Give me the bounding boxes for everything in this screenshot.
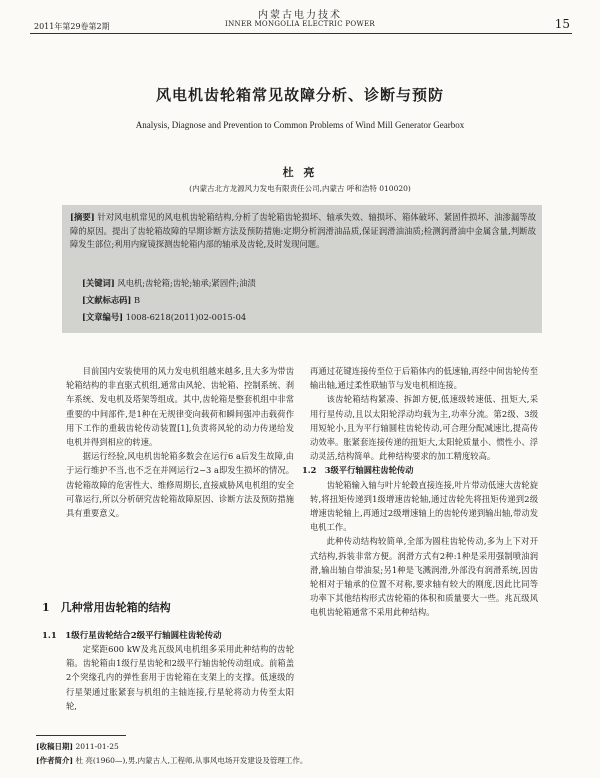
journal-title-cn: 内蒙古电力技术 [258, 10, 342, 21]
articleno-label: [文章编号] [82, 312, 124, 322]
author-affiliation: (内蒙古北方龙源风力发电有限责任公司,内蒙古 呼和浩特 010020) [189, 184, 411, 193]
doccode-line [82, 294, 140, 306]
doccode: B [133, 295, 141, 305]
header-rule [30, 33, 572, 34]
author-name: 杜 亮 [282, 166, 318, 179]
paragraph: 定桨距600 kW及兆瓦级风电机组多采用此种结构的齿轮箱。齿轮箱由1级行星齿轮和2级平行轴齿轮传动组成。前箱盖2个突缘孔内的弹性套用于齿轮箱在支架上的支撑。低速级的行星架通过胀紧套与机组的主轴连接,行星轮将动力传至太阳轮, [66, 644, 294, 711]
paragraph: 该齿轮箱结构紧凑、拆卸方便,低速级转速低、扭矩大,采用行星传动,且以太阳轮浮动均载为主,功率分流。第2级、3级用短轮小,且为平行轴圆柱齿轮传动,可合理分配减速比,提高传动效率。胀紧套连接传递的扭矩大,太阳轮质量小、惯性小、浮动灵活,结构简单。此种结构要求的加工精度较高。 [310, 394, 538, 462]
paragraph: 此种传动结构较简单,全部为圆柱齿轮传动,多为上下对开式结构,拆装非常方便。润滑方式有2种:1种是采用强制喷油润滑,输出轴自带油泵;另1种是飞溅润滑,外部没有润滑系统,因齿轮相对于轴承的位置不对称,要求轴有较大的刚度,因此比同等功率下其他结构形式齿轮箱的体积和质量要大一些。兆瓦级风电机齿轮箱通常不采用此种结构。 [310, 536, 538, 618]
received-label: [收稿日期] [36, 742, 74, 751]
keywords-label: [关键词] [82, 278, 115, 288]
abstract [70, 211, 536, 252]
body-right-column [302, 364, 538, 620]
author-bio-text: 杜 亮(1960—),男,内蒙古人,工程师,从事风电场开发建设及管理工作。 [75, 756, 308, 765]
issue-info: 2011年第29卷第2期 [34, 22, 110, 31]
body-left-column [66, 364, 294, 520]
abstract-label: [摘要] [70, 212, 95, 222]
journal-title-en: INNER MONGOLIA ELECTRIC POWER [225, 20, 375, 28]
paragraph: 再通过花键连接传至位于后箱体内的低速轴,再经中间齿轮传至输出轴,通过柔性联轴节与发电机相连接。 [310, 366, 538, 391]
received-date [36, 741, 119, 752]
received-value: 2011-01-25 [75, 742, 119, 751]
body-left-column-bottom [66, 642, 294, 713]
section-heading: 1 几种常用齿轮箱的结构 [42, 601, 171, 614]
author-bio [36, 755, 307, 766]
paragraph: 齿轮箱输入轴与叶片轮毂直接连接,叶片带动低速大齿轮旋转,将扭矩传递到1级增速齿轮轴,通过齿轮先将扭矩传递到2级增速齿轮轴上,再通过2级增速轴上的齿轮传递到输出轴,带动发电机工作。 [310, 479, 538, 533]
articleno: 1008-6218(2011)02-0015-04 [125, 312, 247, 322]
keywords: 风电机;齿轮箱;齿轮;轴承;紧固件;油渍 [117, 278, 256, 288]
page-number: 15 [554, 17, 570, 31]
article-title-en: Analysis, Diagnose and Prevention to Common Problems of Wind Mill Generator Gearbox [135, 120, 465, 130]
subsection-heading: 1.1 1级行星齿轮结合2级平行轴圆柱齿轮传动 [42, 631, 222, 641]
footnote-rule [36, 735, 126, 736]
doccode-label: [文献标志码] [82, 295, 132, 305]
abstract-text: 针对风电机常见的风电机齿轮箱结构,分析了齿轮箱齿轮损坏、轴承失效、轴损坏、箱体破坏、紧固件损坏、油渗漏等故障的原因。提出了齿轮箱故障的早期诊断方法及预防措施:定期分析润滑油品质,保证润滑油油质;检测润滑油中金属含量,判断故障发生部位;利用内窥镜探测齿轮箱内部的轴承及齿轮,及时发现问题。 [70, 212, 536, 250]
author-bio-label: [作者简介] [36, 756, 74, 765]
paragraph: 目前国内安装使用的风力发电机组越来越多,且大多为带齿轮箱结构的非直驱式机组,通常由风轮、齿轮箱、控制系统、刹车系统、发电机及塔架等组成。其中,齿轮箱是整套机组中非常重要的中间部件,是1种在无规律变向载荷和瞬间强冲击载荷作用下工作的重载齿轮传动装置[1],负责将风轮的动力传递给发电机并得到相应的转速。 [66, 366, 294, 448]
articleno-line [82, 311, 246, 323]
paragraph: 据运行经验,风电机齿轮箱多数会在运行6 a后发生故障,由于运行维护不当,也不乏在并网运行2~3 a即发生损坏的情况。齿轮箱故障的危害性大、维修周期长,直接威胁风电机组的安全可靠运行,所以分析研究齿轮箱故障原因、诊断方法及预防措施具有重要意义。 [66, 451, 294, 519]
article-title-cn: 风电机齿轮箱常见故障分析、诊断与预防 [155, 86, 444, 104]
subsection-heading: 1.2 3级平行轴圆柱齿轮传动 [302, 465, 414, 476]
keywords-line [82, 277, 256, 289]
